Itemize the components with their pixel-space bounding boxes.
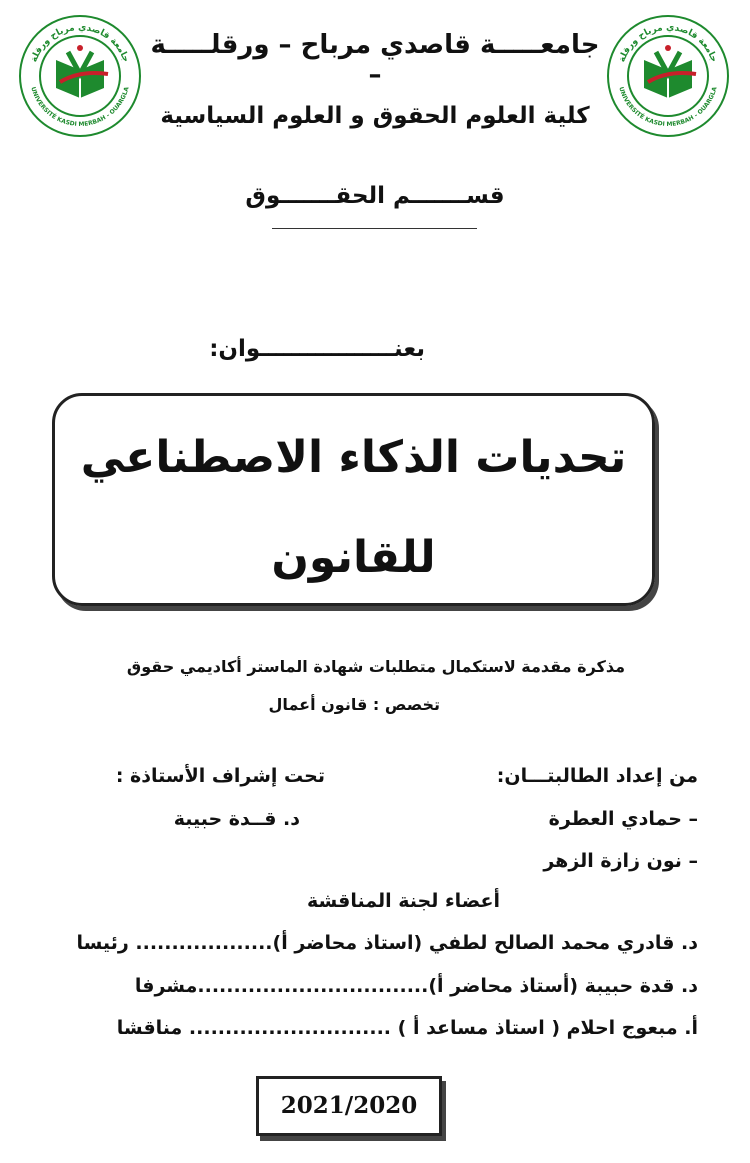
thesis-title-line2: للقانون [271, 532, 436, 583]
header-divider [272, 228, 477, 229]
svg-text:UNIVERSITÉ KASDI MERBAH - OUAR: UNIVERSITÉ KASDI MERBAH - OUARGLA [29, 86, 131, 129]
student-name: – حمادي العطرة [548, 808, 698, 830]
prepared-by-label: من إعداد الطالبتـــان: [496, 765, 698, 787]
svg-text:جامعة قاصدي مرباح ورقلة: جامعة قاصدي مرباح ورقلة [29, 22, 131, 64]
thesis-title-line1: تحديات الذكاء الاصطناعي [80, 432, 627, 483]
committee-title: أعضاء لجنة المناقشة [307, 890, 500, 912]
book-icon [644, 45, 696, 98]
university-name: جامعـــــة قاصدي مرباح – ورقلـــــة – [150, 30, 600, 90]
supervisor-name: د. قــدة حبيبة [173, 808, 300, 830]
academic-year: 2021/2020 [256, 1076, 442, 1136]
university-logo-right [604, 12, 732, 140]
title-label: بعنـــــــــــــــــوان: [209, 336, 425, 362]
faculty-name: كلية العلوم الحقوق و العلوم السياسية [160, 103, 590, 129]
university-logo-left [16, 12, 144, 140]
svg-text:جامعة قاصدي مرباح ورقلة: جامعة قاصدي مرباح ورقلة [617, 22, 719, 64]
committee-member: أ. مبعوج احلام ( استاذ مساعد أ ) ............................ مناقشا [116, 1017, 698, 1039]
specialty: تخصص : قانون أعمال [268, 695, 440, 714]
memo-description: مذكرة مقدمة لاستكمال متطلبات شهادة الماستر أكاديمي حقوق [126, 657, 625, 676]
student-name: – نون زازة الزهر [543, 850, 698, 872]
committee-member: د. قادري محمد الصالح لطفي (استاذ محاضر أ)................... رئيسا [76, 932, 698, 954]
committee-member: د. قدة حبيبة (أستاذ محاضر أ)................................مشرفا [134, 975, 698, 997]
department-name: قســـــــم الحقـــــــوق [245, 183, 505, 209]
book-icon [56, 45, 108, 98]
svg-text:UNIVERSITÉ KASDI MERBAH - OUAR: UNIVERSITÉ KASDI MERBAH - OUARGLA [617, 86, 719, 129]
supervision-label: تحت إشراف الأستاذة : [115, 765, 325, 787]
